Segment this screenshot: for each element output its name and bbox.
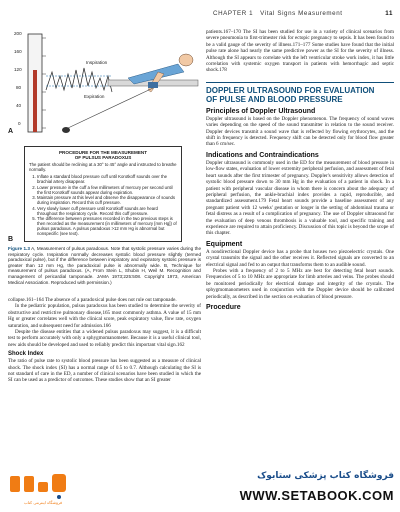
right-column — [206, 29, 394, 312]
section-heading: DOPPLER ULTRASOUND FOR EVALUATION — [206, 85, 375, 95]
paragraph: Doppler ultrasound is based on the Doppler phenomenon. The frequency of sound waves varies depending on the speed of the sound transmitter in relation to the sound receiver. Doppler devices transmit a sound wave that is reflected by flowing erythrocytes, and the shift in frequency is detected. Frequency shift can be detected only for blood flow greater than 6 cm/sec. — [206, 115, 394, 148]
caption-label: Figure 1.3 — [8, 246, 30, 251]
figure-a — [8, 30, 201, 140]
paragraph: A nondirectional Doppler device has a probe that houses two piezoelectric crystals. One crystal transmits the signal and the other receives it. Reflected signals are converted to an electrical signal and fed to an output that transforms them to an audible sound. — [206, 248, 394, 268]
box-title-1: PROCEDURE FOR THE MEASUREMENT — [58, 150, 148, 155]
procedure-step: 5. The difference between pressures recorded in the two previous steps is then recorded as the measurement (in millimeters of mercury [mm Hg]) of pulsus paradoxus. A pulsus paradoxus >12 mm Hg is abnormal but nonspecific (see text). — [37, 216, 177, 236]
setabook-logo[interactable] — [8, 472, 70, 502]
panel-b-label: B — [8, 236, 14, 243]
panel-a-label: A — [8, 128, 14, 135]
caption-text: A, Measurement of pulsus paradoxus. Note that systolic pressure varies during the respiratory cycle. Inspiration normally decreases systolic blood pressure slightly (termed paradoxical pulse), but if the difference between inspiratory and expiratory systolic pressure is greater than 12 mm Hg, the paradoxical pulse is abnormally wide. B, Technique for measurement of pulsus paradoxus. (A, From Stein L, Shubin H, Weil M. Recognition and management of pericardial tamponade. JAMA 1973;225:508. Copyright 1973, American Medical Association. Reproduced with permission.) — [8, 246, 201, 285]
paragraph: Probes with a frequency of 2 to 5 MHz are best for detecting fetal heart sounds. Frequencies of 5 to 10 MHz are appropriate for limb arteries and veins. The probes should be monitored periodically for electrical damage and integrity of the crystals. The sphygmomanometers used in conjunction with the Doppler device should be calibrated periodically, as described in the section on evaluation of blood pressure. — [206, 267, 394, 300]
paragraph: patients.167–170 The SI has been studied for use in a variety of clinical scenarios from severe pneumonia to first-trimester risk for ectopic pregnancy to sepsis. It has been found to be a valid gauge of the severity of illness.171–177 Some studies have found that the initial pulse rate alone had nearly the same predictive power as the SI for the severity of illness. Although the SI appears to correlate with the left ventricular stroke work index, it has little correlation with systemic oxygen transport in patients with hemorrhagic and septic shock.178 — [206, 29, 394, 74]
procedure-step: 1. Inflate a standard blood pressure cuff until Korotkoff sounds over the brachial artery disappear. — [37, 174, 177, 184]
gauge-tick: 120 — [14, 67, 22, 72]
paragraph: Doppler ultrasound is commonly used in the ED for the measurement of blood pressure in low-flow states, evaluation of lower extremity peripheral perfusion, and assessment of fetal heart sounds after the first trimester of pregnancy. Doppler's sensitivity allows detection of systolic blood pressure down to 30 mm Hg in the evaluation of a patient in shock. In a patient with peripheral vascular disease in whom there is concern about the adequacy of peripheral perfusion, the ankle-brachial index provides a rapid, reproducible, and standardized assessment.179 Fetal heart sounds provide a baseline assessment of any pregnant patient with 12 weeks' gestation or longer in the setting of abdominal trauma or fetal distress as a result of a complication of pregnancy. The use of Doppler ultrasound for the evaluation of deep venous thrombosis is a valuable tool, and specific training and experience are required to attain proficiency. Discussion of this topic is beyond the scope of this chapter. — [206, 159, 394, 237]
figure-caption — [8, 246, 201, 285]
section-heading: Shock Index — [8, 351, 44, 358]
gauge-tick: 40 — [16, 103, 22, 108]
paragraph: The ratio of pulse rate to systolic blood pressure has been suggested as a measure of clinical shock. The shock index (SI) has a normal range of 0.5 to 0.7. Although calculating the SI is not standard of care in the ED, a number of clinical scenarios have been studied in which the SI can be used as a predictor of outcomes. These studies show that an SI greater — [8, 358, 201, 384]
gauge-tick: 0 — [18, 121, 21, 126]
procedure-step: 4. Very slowly lower cuff pressure until Korotkoff sounds are heard throughout the respiratory cycle. Record this cuff pressure. — [37, 206, 177, 216]
box-title-2: OF PULSUS PARADOXUS — [74, 155, 132, 160]
store-name: فروشگاه کتاب پزشکی ستابوک — [257, 471, 394, 481]
gauge-tick: 80 — [16, 85, 22, 90]
procedure-step: 3. Maintain pressure at this level and observe the disappearance of sounds during inspiration. Record this cuff pressure. — [37, 195, 177, 205]
left-column — [8, 297, 201, 384]
box-intro: The patient should be reclining at a 30° to 45° angle and instructed to breathe normally. — [29, 162, 177, 172]
paragraph: Despite the disease entities that a widened pulsus paradoxus may suggest, it is a difficult test to perform accurately with only a sphygmomanometer. Because it is a useful clinical tool, new aids should be developed and used to reliably predict this important vital sign.162 — [8, 329, 201, 348]
page-number: 11 — [385, 10, 393, 17]
subsection-heading: Procedure — [206, 304, 241, 311]
procedure-step: 2. Lower pressure in the cuff a few millimeters of mercury per second until the first Korotkoff sounds appear during expiration. — [37, 185, 177, 195]
pulsus-illustration — [8, 30, 201, 140]
subsection-heading: Principles of Doppler Ultrasound — [206, 107, 316, 115]
procedure-steps — [29, 174, 177, 236]
subsection-heading: Indications and Contraindications — [206, 151, 319, 159]
section-heading: OF PULSE AND BLOOD PRESSURE — [206, 95, 343, 105]
paragraph: In the pediatric population, pulsus paradoxus has been studied to determine the severity of obstructive and restrictive pulmonary disease,165 most commonly asthma. A value of 15 mm Hg or greater correlates well with the clinical score, peak expiratory value, flow rate, oxygen saturation, and subsequent need for admission.166 — [8, 303, 201, 329]
logo-subtitle: فروشگاه اینترنتی کتاب — [23, 500, 63, 505]
running-head — [213, 10, 393, 17]
logo-icon — [8, 472, 70, 502]
expiration-label: Expiration — [84, 94, 105, 99]
store-url-link[interactable]: WWW.SETABOOK.COM — [239, 488, 394, 503]
subsection-heading: Equipment — [206, 240, 243, 248]
gauge-tick: 200 — [14, 31, 22, 36]
inspiration-label: Inspiration — [86, 60, 108, 65]
chapter-title: Vital Signs Measurement — [260, 10, 343, 17]
paragraph: collapse.161–164 The absence of a paradoxical pulse does not rule out tamponade. — [8, 297, 177, 303]
gauge-tick: 160 — [14, 49, 22, 54]
chapter-label: CHAPTER 1 — [213, 10, 254, 17]
procedure-box — [24, 146, 182, 242]
section-rule — [206, 82, 394, 83]
